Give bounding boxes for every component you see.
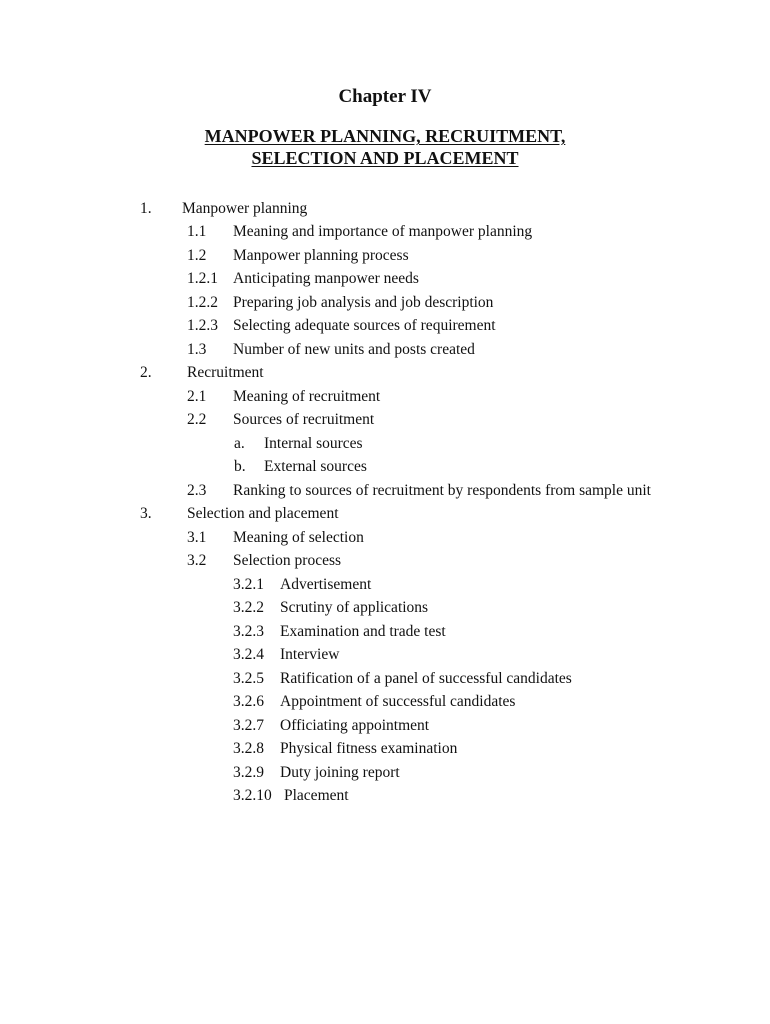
toc-text: Examination and trade test: [280, 623, 446, 640]
toc-text: Number of new units and posts created: [233, 341, 475, 358]
toc-number: 3.2.4: [233, 646, 264, 663]
toc-number: 2.1: [187, 388, 207, 405]
toc-text: Ranking to sources of recruitment by respondents from sample unit: [233, 482, 651, 499]
toc-number: b.: [234, 458, 246, 475]
chapter-title-line-2: SELECTION AND PLACEMENT: [251, 148, 519, 168]
toc-number: 1.2: [187, 247, 207, 264]
toc-text: Ratification of a panel of successful candidates: [280, 670, 572, 687]
toc-text: Officiating appointment: [280, 717, 430, 734]
toc-text: Sources of recruitment: [233, 411, 375, 428]
toc-text: Advertisement: [280, 576, 372, 593]
toc-text: Selecting adequate sources of requirement: [233, 317, 496, 334]
toc-number: 3.2.3: [233, 623, 264, 640]
toc-text: Selection process: [233, 552, 342, 569]
toc-text: Manpower planning process: [233, 247, 409, 264]
toc-number: 3.2.5: [233, 670, 264, 687]
toc-text: Interview: [280, 646, 340, 663]
toc-number: 1.2.1: [187, 270, 218, 287]
chapter-heading: Chapter IV: [338, 86, 432, 107]
toc-number: 2.3: [187, 482, 207, 499]
toc-text: Placement: [284, 787, 349, 804]
toc-number: 1.3: [187, 341, 207, 358]
toc-number: 3.2.6: [233, 693, 264, 710]
toc-text: Meaning of recruitment: [233, 388, 381, 405]
toc-number: 1.2.3: [187, 317, 218, 334]
toc-number: 3.2.8: [233, 740, 264, 757]
toc-text: Scrutiny of applications: [280, 599, 429, 616]
toc-number: 3.2.7: [233, 717, 264, 734]
toc-number: 3.2.10: [233, 787, 272, 804]
toc-text: Manpower planning: [182, 200, 308, 217]
toc-number: 3.2.2: [233, 599, 264, 616]
toc-text: External sources: [264, 458, 367, 475]
toc-number: a.: [234, 435, 245, 452]
toc-number: 3.2: [187, 552, 207, 569]
toc-number: 1.1: [187, 223, 207, 240]
toc-text: Internal sources: [264, 435, 363, 452]
toc-number: 1.2.2: [187, 294, 218, 311]
toc-number: 2.2: [187, 411, 207, 428]
toc-text: Preparing job analysis and job description: [233, 294, 494, 311]
toc-text: Recruitment: [187, 364, 264, 381]
toc-text: Meaning of selection: [233, 529, 364, 546]
toc-text: Meaning and importance of manpower planning: [233, 223, 533, 240]
toc-text: Duty joining report: [280, 764, 400, 781]
toc-text: Appointment of successful candidates: [280, 693, 516, 710]
toc-number: 3.1: [187, 529, 207, 546]
chapter-title-line-1: MANPOWER PLANNING, RECRUITMENT,: [204, 126, 566, 146]
toc-number: 3.2.9: [233, 764, 264, 781]
toc-text: Physical fitness examination: [280, 740, 458, 757]
toc-number: 2.: [140, 364, 152, 381]
toc-number: 3.: [140, 505, 152, 522]
toc-text: Anticipating manpower needs: [233, 270, 419, 287]
toc-number: 1.: [140, 200, 152, 217]
toc-text: Selection and placement: [187, 505, 339, 522]
toc-number: 3.2.1: [233, 576, 264, 593]
